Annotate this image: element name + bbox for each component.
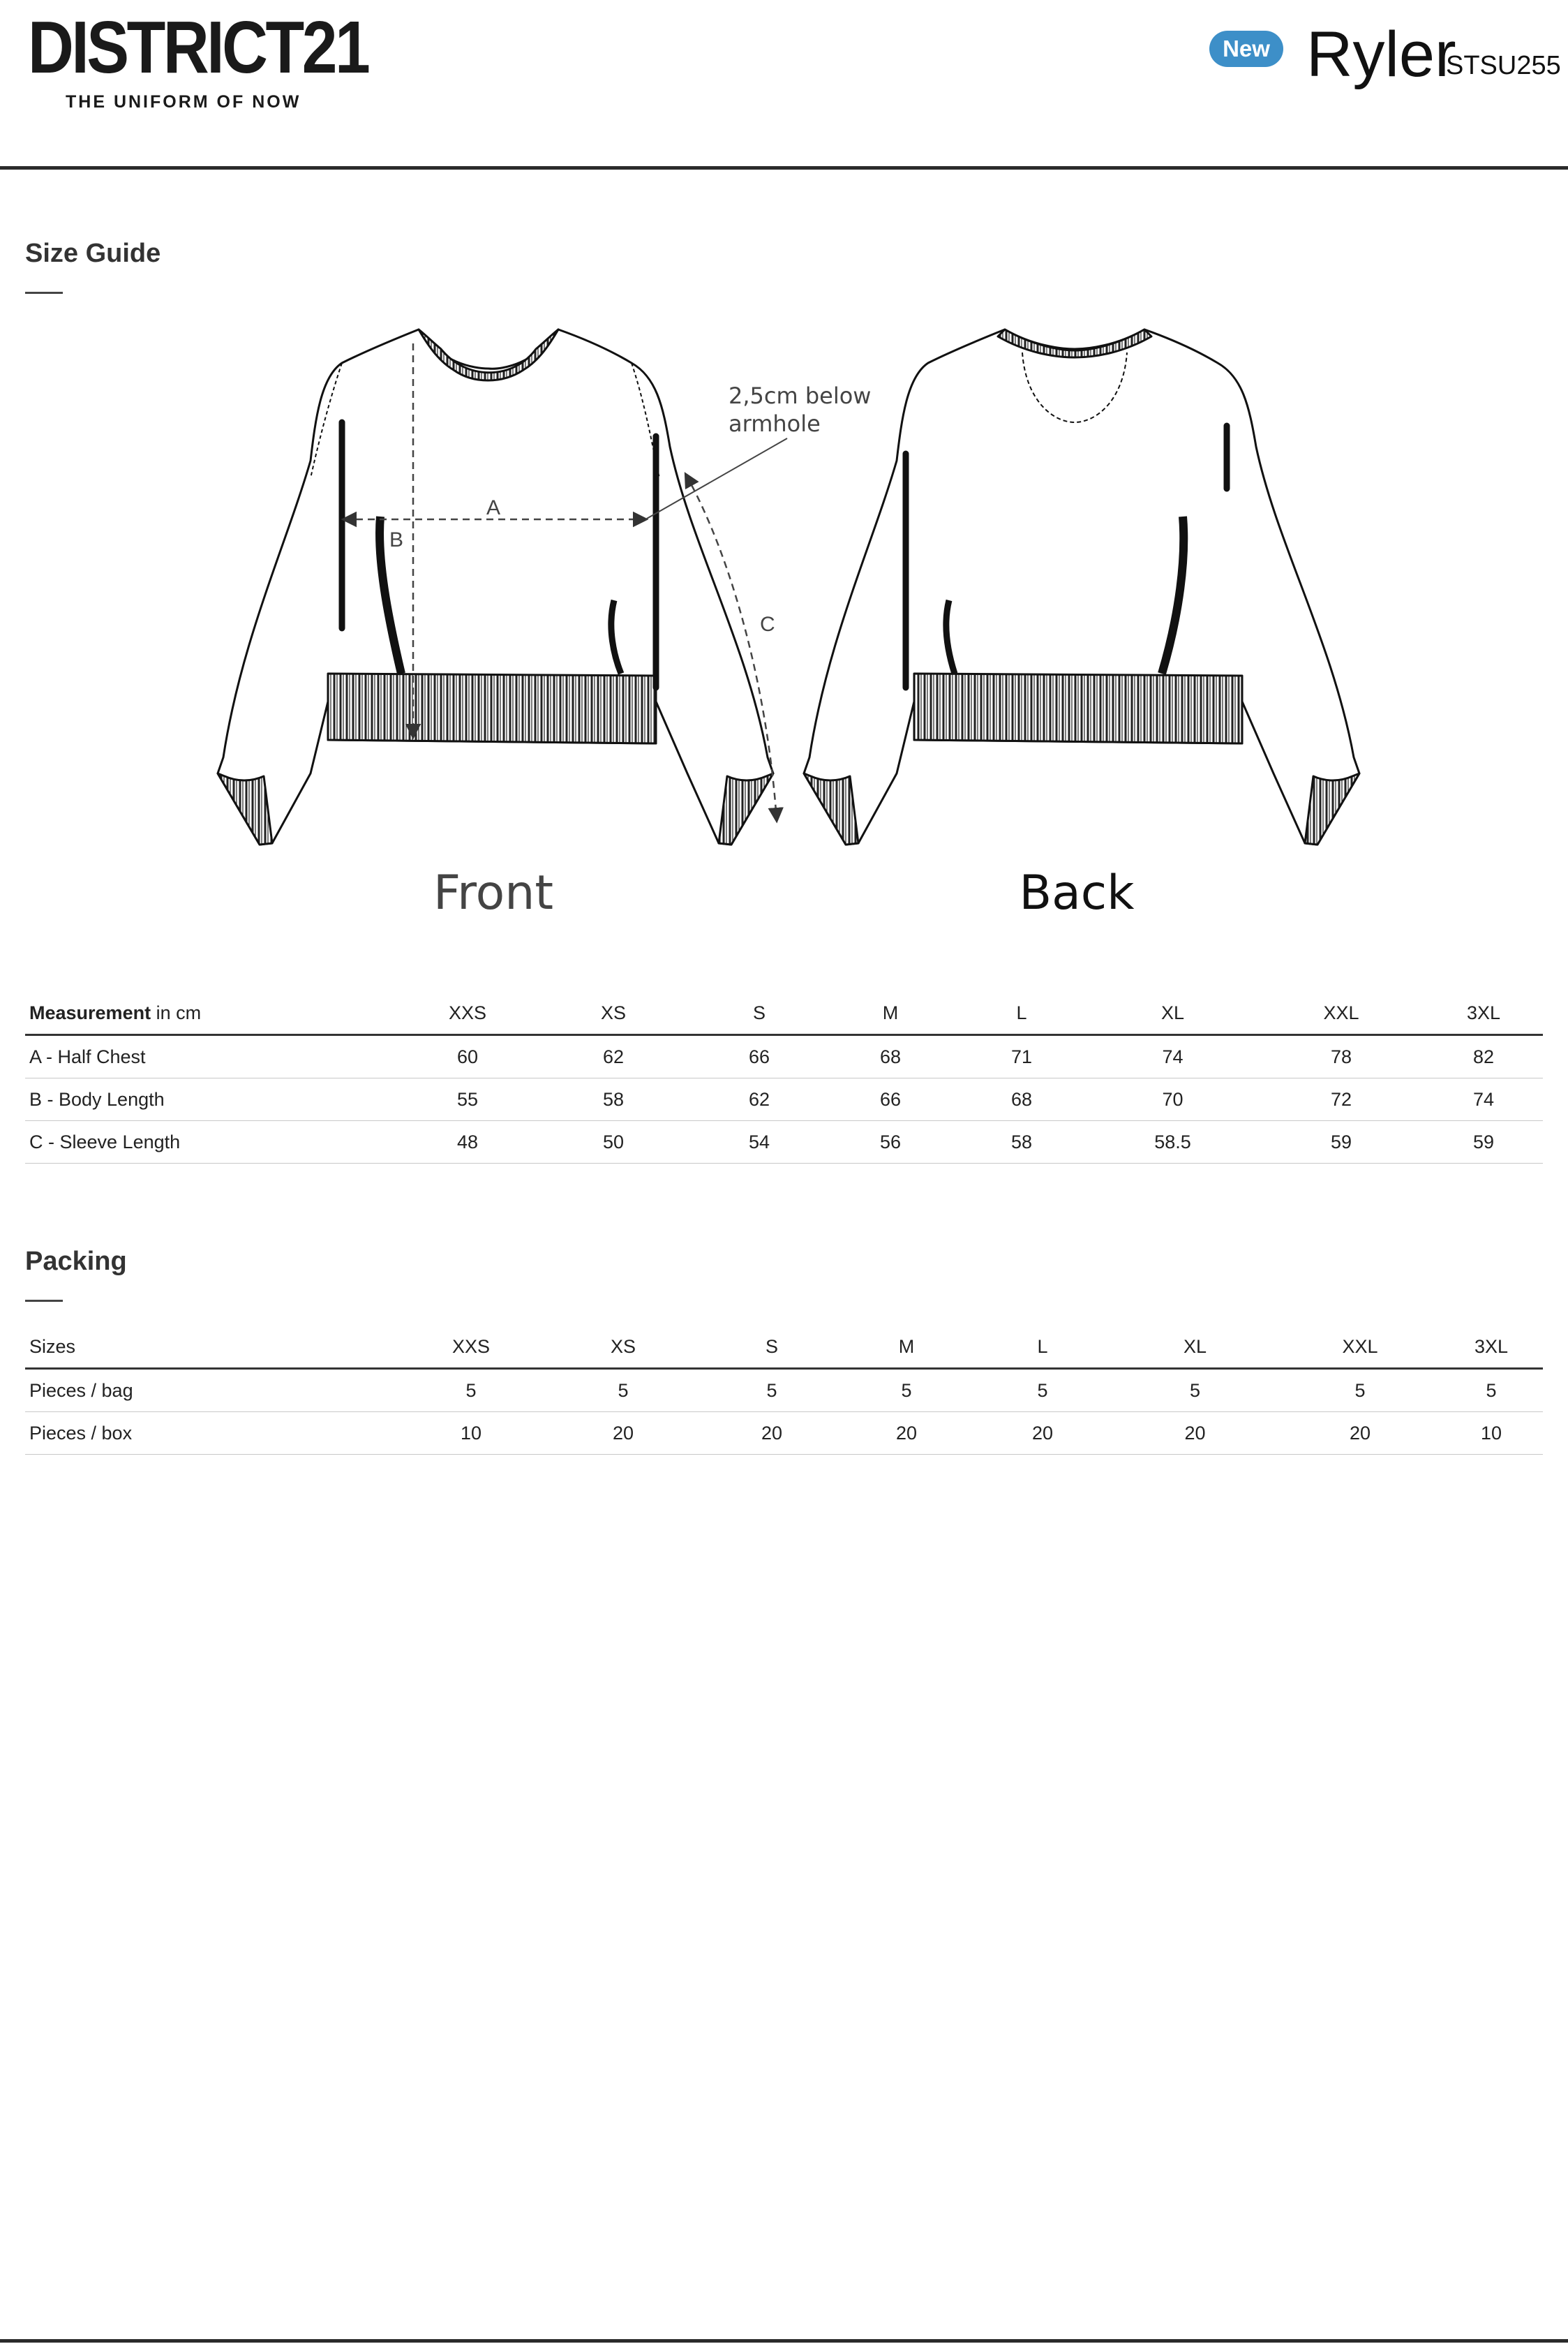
size-header: 3XL	[1424, 992, 1543, 1035]
table-cell: 70	[1087, 1078, 1258, 1121]
table-cell: 74	[1087, 1035, 1258, 1078]
table-row	[25, 1121, 1543, 1164]
brand-tagline: THE UNIFORM OF NOW	[66, 92, 301, 112]
size-header: S	[706, 1326, 837, 1369]
table-row	[25, 1412, 1543, 1455]
packing-table	[25, 1326, 1543, 1455]
back-label: Back	[1019, 866, 1135, 918]
table-cell: 58.5	[1087, 1121, 1258, 1164]
size-header: S	[694, 992, 825, 1035]
size-header: XXL	[1280, 1326, 1440, 1369]
table-cell: 68	[825, 1035, 956, 1078]
table-cell: 78	[1258, 1035, 1424, 1078]
table-row	[25, 1369, 1543, 1412]
table-cell: 58	[533, 1078, 694, 1121]
table-cell: 20	[1110, 1412, 1280, 1455]
garment-illustration	[202, 318, 1375, 918]
footer-divider	[0, 2339, 1568, 2343]
size-header: XS	[533, 992, 694, 1035]
size-header: XS	[540, 1326, 706, 1369]
size-header: XL	[1087, 992, 1258, 1035]
measurement-header-bold: Measurement	[29, 1002, 151, 1023]
table-row	[25, 1078, 1543, 1121]
packing-underline	[25, 1300, 63, 1302]
table-cell: 71	[956, 1035, 1087, 1078]
label-b: B	[389, 528, 404, 551]
measurement-header	[25, 992, 402, 1035]
table-cell: 68	[956, 1078, 1087, 1121]
brand-name: DISTRICT21	[28, 6, 368, 89]
table-cell: 5	[1110, 1369, 1280, 1412]
table-cell: 82	[1424, 1035, 1543, 1078]
new-badge: New	[1209, 31, 1283, 67]
table-cell: 62	[533, 1035, 694, 1078]
table-cell: 66	[694, 1035, 825, 1078]
table-cell: 20	[706, 1412, 837, 1455]
sizes-header: Sizes	[25, 1326, 402, 1369]
product-name: Ryler	[1306, 19, 1456, 90]
row-label: Pieces / bag	[25, 1369, 402, 1412]
size-header: XL	[1110, 1326, 1280, 1369]
row-label: A - Half Chest	[25, 1035, 402, 1078]
size-header: M	[837, 1326, 976, 1369]
size-guide-title: Size Guide	[25, 239, 161, 268]
brand-logo	[28, 6, 368, 112]
table-cell: 5	[1280, 1369, 1440, 1412]
table-cell: 5	[540, 1369, 706, 1412]
size-header: XXL	[1258, 992, 1424, 1035]
table-cell: 5	[706, 1369, 837, 1412]
table-cell: 74	[1424, 1078, 1543, 1121]
size-header: XXS	[402, 1326, 540, 1369]
table-cell: 5	[402, 1369, 540, 1412]
size-guide-header-row	[25, 992, 1543, 1035]
table-cell: 20	[540, 1412, 706, 1455]
table-cell: 72	[1258, 1078, 1424, 1121]
size-header: 3XL	[1440, 1326, 1543, 1369]
packing-title: Packing	[25, 1247, 127, 1276]
product-code: STSU255	[1446, 51, 1561, 80]
table-cell: 56	[825, 1121, 956, 1164]
table-cell: 10	[1440, 1412, 1543, 1455]
table-cell: 60	[402, 1035, 533, 1078]
table-cell: 66	[825, 1078, 956, 1121]
label-a: A	[486, 496, 501, 519]
size-header: L	[976, 1326, 1110, 1369]
row-label: C - Sleeve Length	[25, 1121, 402, 1164]
table-cell: 59	[1258, 1121, 1424, 1164]
back-sweatshirt-drawing	[804, 329, 1359, 845]
page-header	[0, 0, 1568, 170]
size-header: M	[825, 992, 956, 1035]
table-cell: 10	[402, 1412, 540, 1455]
table-cell: 62	[694, 1078, 825, 1121]
annotation-text-line2: armhole	[729, 410, 821, 437]
front-sweatshirt-drawing	[218, 329, 773, 845]
row-label: Pieces / box	[25, 1412, 402, 1455]
table-cell: 5	[1440, 1369, 1543, 1412]
table-cell: 59	[1424, 1121, 1543, 1164]
table-cell: 20	[1280, 1412, 1440, 1455]
table-cell: 20	[837, 1412, 976, 1455]
table-cell: 20	[976, 1412, 1110, 1455]
size-header: L	[956, 992, 1087, 1035]
size-header: XXS	[402, 992, 533, 1035]
table-cell: 48	[402, 1121, 533, 1164]
header-divider	[0, 166, 1568, 170]
label-c: C	[760, 613, 775, 636]
table-cell: 54	[694, 1121, 825, 1164]
measurement-header-unit: in cm	[151, 1002, 202, 1023]
table-row	[25, 1035, 1543, 1078]
size-guide-table	[25, 992, 1543, 1164]
size-guide-underline	[25, 292, 63, 294]
table-cell: 50	[533, 1121, 694, 1164]
front-label: Front	[433, 866, 553, 918]
row-label: B - Body Length	[25, 1078, 402, 1121]
annotation-text-line1: 2,5cm below	[729, 383, 872, 409]
table-cell: 5	[976, 1369, 1110, 1412]
table-cell: 55	[402, 1078, 533, 1121]
table-cell: 5	[837, 1369, 976, 1412]
packing-header-row	[25, 1326, 1543, 1369]
table-cell: 58	[956, 1121, 1087, 1164]
